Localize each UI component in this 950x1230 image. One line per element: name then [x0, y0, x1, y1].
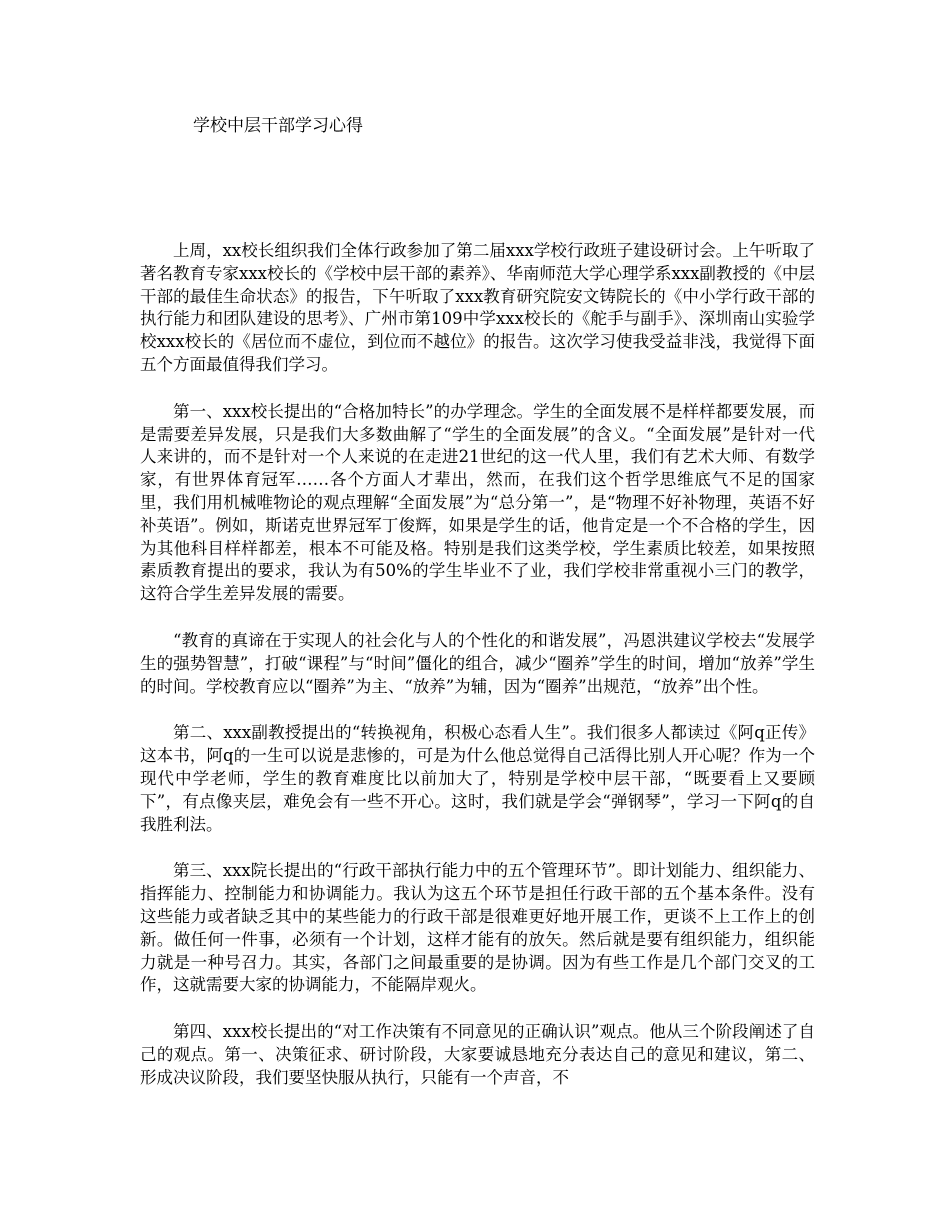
paragraph-point-two: 第二、xxx副教授提出的“转换视角，积极心态看人生”。我们很多人都读过《阿q正传》这本书，阿q的一生可以说是悲惨的，可是为什么他总觉得自己活得比别人开心呢？作为一个现代中学老师，学生的教育难度比以前加大了，特别是学校中层干部，“既要看上又要顾下”，有点像夹层，难免会有一些不开心。这时，我们就是学会“弹钢琴”，学习一下阿q的自我胜利法。 [140, 723, 815, 834]
document-title: 学校中层干部学习心得 [193, 116, 363, 136]
paragraph-point-three: 第三、xxx院长提出的“行政干部执行能力中的五个管理环节”。即计划能力、组织能力、指挥能力、控制能力和协调能力。我认为这五个环节是担任行政干部的五个基本条件。没有这些能力或者缺乏其中的某些能力的行政干部是很难更好地开展工作，更谈不上工作上的创新。做任何一件事，必须有一个计划，这样才能有的放矢。然后就是要有组织能力，组织能力就是一种号召力。其实，各部门之间最重要的是协调。因为有些工作是几个部门交叉的工作，这就需要大家的协调能力，不能隔岸观火。 [140, 861, 815, 995]
paragraph-point-one: 第一、xxx校长提出的“合格加特长”的办学理念。学生的全面发展不是样样都要发展，而是需要差异发展，只是我们大多数曲解了“学生的全面发展”的含义。“全面发展”是针对一代人来讲的，而不是针对一个人来说的在走进21世纪的这一代人里，我们有艺术大师、有数学家，有世界体育冠军……各个方面人才辈出，然而，在我们这个哲学思维底气不足的国家里，我们用机械唯物论的观点理解“全面发展”为“总分第一”，是“物理不好补物理，英语不好补英语”。例如，斯诺克世界冠军丁俊辉，如果是学生的话，他肯定是一个不合格的学生，因为其他科目样样都差，根本不可能及格。特别是我们这类学校，学生素质比较差，如果按照素质教育提出的要求，我认为有50%的学生毕业不了业，我们学校非常重视小三门的教学，这符合学生差异发展的需要。 [140, 401, 815, 604]
paragraph-education-quote: “教育的真谛在于实现人的社会化与人的个性化的和谐发展”，冯恩洪建议学校去“发展学生的强势智慧”，打破“课程”与“时间”僵化的组合，减少“圈养”学生的时间，增加“放养”学生的时间。学校教育应以“圈养”为主、“放养”为辅，因为“圈养”出规范，“放养”出个性。 [140, 630, 815, 696]
paragraph-intro: 上周，xx校长组织我们全体行政参加了第二届xxx学校行政班子建设研讨会。上午听取了著名教育专家xxx校长的《学校中层干部的素养》、华南师范大学心理学系xxx副教授的《中层干部的最佳生命状态》的报告，下午听取了xxx教育研究院安文铸院长的《中小学行政干部的执行能力和团队建设的思考》、广州市第109中学xxx校长的《舵手与副手》、深圳南山实验学校xxx校长的《居位而不虚位，到位而不越位》的报告。这次学习使我受益非浅，我觉得下面五个方面最值得我们学习。 [140, 241, 815, 374]
document-body [140, 240, 815, 1114]
paragraph-point-four: 第四、xxx校长提出的“对工作决策有不同意见的正确认识”观点。他从三个阶段阐述了自己的观点。第一、决策征求、研讨阶段，大家要诚恳地充分表达自己的意见和建议，第二、形成决议阶段，我们要坚快服从执行，只能有一个声音，不 [140, 1022, 815, 1087]
